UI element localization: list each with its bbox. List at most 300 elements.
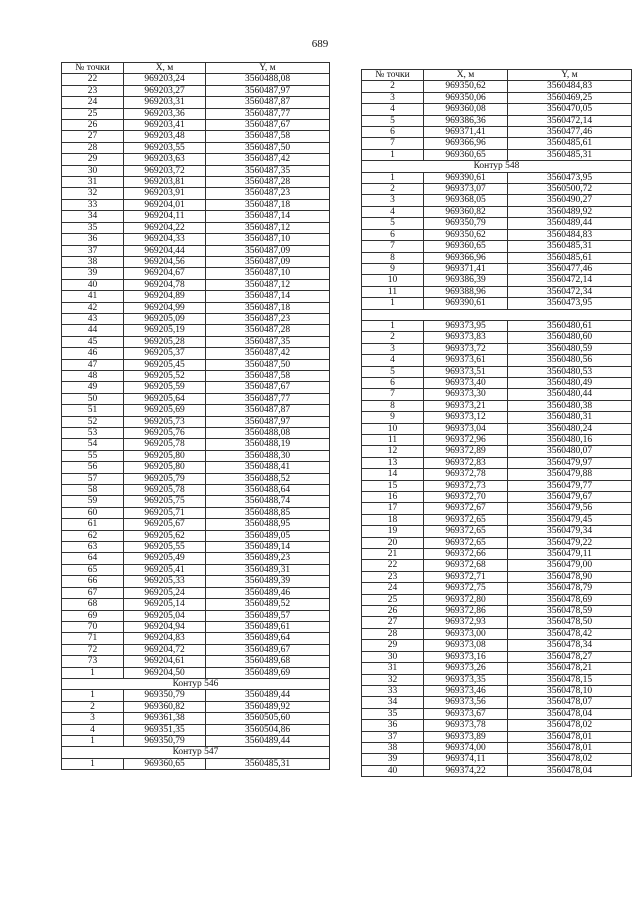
point-number-cell: 30 [362, 651, 424, 662]
y-coordinate-cell: 3560478,21 [508, 663, 632, 674]
x-coordinate-cell: 969203,48 [124, 131, 206, 142]
point-number-cell: 17 [362, 503, 424, 514]
y-coordinate-cell: 3560489,52 [206, 599, 330, 610]
point-number-cell: 56 [62, 462, 124, 473]
point-number-cell: 19 [362, 526, 424, 537]
y-coordinate-cell: 3560479,11 [508, 549, 632, 560]
y-coordinate-cell: 3560478,10 [508, 685, 632, 696]
x-coordinate-cell: 969373,95 [424, 320, 508, 331]
y-coordinate-cell: 3560487,28 [206, 177, 330, 188]
table-row [62, 336, 330, 347]
y-coordinate-cell: 3560479,22 [508, 537, 632, 548]
table-row [362, 731, 632, 742]
y-coordinate-cell: 3560472,14 [508, 275, 632, 286]
y-coordinate-cell: 3560480,61 [508, 320, 632, 331]
point-number-cell: 31 [362, 663, 424, 674]
point-number-cell: 6 [362, 229, 424, 240]
table-row [362, 526, 632, 537]
table-row [362, 628, 632, 639]
y-coordinate-cell: 3560480,49 [508, 377, 632, 388]
y-coordinate-cell: 3560504,86 [206, 724, 330, 735]
point-number-cell: 3 [362, 92, 424, 103]
x-coordinate-cell: 969373,67 [424, 708, 508, 719]
point-number-cell: 1 [62, 735, 124, 746]
point-number-cell: 37 [62, 245, 124, 256]
y-coordinate-cell: 3560480,24 [508, 423, 632, 434]
contour-title: Контур 547 [62, 747, 330, 758]
y-coordinate-cell: 3560478,15 [508, 674, 632, 685]
y-coordinate-cell: 3560478,90 [508, 571, 632, 582]
table-row [62, 97, 330, 108]
table-row [362, 594, 632, 605]
table-row [62, 245, 330, 256]
y-coordinate-cell: 3560487,18 [206, 302, 330, 313]
table-row [62, 564, 330, 575]
y-coordinate-cell: 3560478,07 [508, 697, 632, 708]
table-row [62, 268, 330, 279]
x-coordinate-cell: 969204,11 [124, 211, 206, 222]
table-row [362, 366, 632, 377]
table-row [62, 256, 330, 267]
table-row [62, 610, 330, 621]
y-coordinate-cell: 3560473,95 [508, 298, 632, 309]
point-number-cell: 33 [62, 199, 124, 210]
x-coordinate-cell: 969373,00 [424, 628, 508, 639]
y-coordinate-cell: 3560489,69 [206, 667, 330, 678]
table-row [62, 108, 330, 119]
point-number-cell: 2 [362, 332, 424, 343]
y-coordinate-cell: 3560479,97 [508, 457, 632, 468]
x-coordinate-cell: 969373,04 [424, 423, 508, 434]
y-coordinate-cell: 3560479,67 [508, 492, 632, 503]
y-coordinate-cell: 3560478,69 [508, 594, 632, 605]
point-number-cell: 70 [62, 621, 124, 632]
point-number-cell: 15 [362, 480, 424, 491]
y-coordinate-cell: 3560477,46 [508, 263, 632, 274]
y-coordinate-cell: 3560469,25 [508, 92, 632, 103]
table-row [362, 172, 632, 183]
point-number-cell: 6 [362, 127, 424, 138]
point-number-cell: 33 [362, 685, 424, 696]
table-header-row [362, 70, 632, 81]
x-coordinate-cell: 969203,63 [124, 154, 206, 165]
point-number-cell: 22 [62, 74, 124, 85]
y-coordinate-cell: 3560479,56 [508, 503, 632, 514]
table-row [362, 469, 632, 480]
point-number-cell: 34 [62, 211, 124, 222]
y-coordinate-cell: 3560472,34 [508, 286, 632, 297]
table-row [62, 633, 330, 644]
y-coordinate-cell: 3560484,83 [508, 81, 632, 92]
x-coordinate-cell: 969386,36 [424, 115, 508, 126]
point-number-cell: 7 [362, 389, 424, 400]
y-coordinate-cell: 3560478,01 [508, 742, 632, 753]
contour-title-row [62, 678, 330, 689]
coordinates-table-left [61, 62, 330, 770]
y-coordinate-cell: 3560479,34 [508, 526, 632, 537]
y-coordinate-cell: 3560489,92 [206, 701, 330, 712]
x-coordinate-cell: 969372,86 [424, 606, 508, 617]
point-number-cell: 5 [362, 366, 424, 377]
point-number-cell: 58 [62, 485, 124, 496]
point-number-cell: 1 [362, 298, 424, 309]
y-coordinate-cell: 3560477,46 [508, 127, 632, 138]
y-coordinate-cell: 3560485,61 [508, 138, 632, 149]
x-coordinate-cell: 969203,91 [124, 188, 206, 199]
contour-title-row [362, 309, 632, 320]
y-coordinate-cell: 3560489,64 [206, 633, 330, 644]
table-row [362, 81, 632, 92]
y-coordinate-cell: 3560489,46 [206, 587, 330, 598]
x-coordinate-cell: 969360,65 [424, 149, 508, 160]
y-coordinate-cell: 3560487,58 [206, 370, 330, 381]
table-header-row [62, 63, 330, 74]
x-coordinate-cell: 969204,83 [124, 633, 206, 644]
table-row [362, 184, 632, 195]
y-coordinate-cell: 3560480,07 [508, 446, 632, 457]
y-coordinate-cell: 3560480,44 [508, 389, 632, 400]
x-coordinate-cell: 969205,04 [124, 610, 206, 621]
point-number-cell: 43 [62, 313, 124, 324]
table-row [62, 359, 330, 370]
point-number-cell: 38 [62, 256, 124, 267]
y-coordinate-cell: 3560488,08 [206, 428, 330, 439]
x-coordinate-cell: 969361,38 [124, 713, 206, 724]
x-coordinate-cell: 969373,72 [424, 343, 508, 354]
point-number-cell: 52 [62, 416, 124, 427]
table-row [62, 313, 330, 324]
y-coordinate-cell: 3560487,58 [206, 131, 330, 142]
table-row [62, 439, 330, 450]
x-coordinate-cell: 969203,55 [124, 142, 206, 153]
point-number-cell: 38 [362, 742, 424, 753]
table-row [362, 241, 632, 252]
x-coordinate-cell: 969360,65 [124, 758, 206, 769]
table-row [362, 252, 632, 263]
table-row [362, 492, 632, 503]
table-row [62, 154, 330, 165]
table-row [62, 450, 330, 461]
point-number-cell: 7 [362, 138, 424, 149]
y-coordinate-cell: 3560472,14 [508, 115, 632, 126]
x-coordinate-cell: 969350,62 [424, 229, 508, 240]
point-number-cell: 54 [62, 439, 124, 450]
x-coordinate-cell: 969373,40 [424, 377, 508, 388]
x-coordinate-cell: 969205,78 [124, 485, 206, 496]
x-coordinate-cell: 969372,78 [424, 469, 508, 480]
table-row [62, 234, 330, 245]
y-coordinate-cell: 3560479,00 [508, 560, 632, 571]
header-x: X, м [424, 70, 508, 81]
point-number-cell: 40 [362, 765, 424, 776]
x-coordinate-cell: 969205,80 [124, 462, 206, 473]
x-coordinate-cell: 969372,73 [424, 480, 508, 491]
point-number-cell: 2 [362, 81, 424, 92]
table-row [362, 765, 632, 776]
table-row [362, 332, 632, 343]
x-coordinate-cell: 969205,59 [124, 382, 206, 393]
x-coordinate-cell: 969360,82 [124, 701, 206, 712]
x-coordinate-cell: 969371,41 [424, 127, 508, 138]
x-coordinate-cell: 969203,41 [124, 120, 206, 131]
x-coordinate-cell: 969205,76 [124, 428, 206, 439]
point-number-cell: 28 [362, 628, 424, 639]
y-coordinate-cell: 3560489,05 [206, 530, 330, 541]
table-row [62, 587, 330, 598]
x-coordinate-cell: 969360,65 [424, 241, 508, 252]
table-row [62, 428, 330, 439]
table-row [362, 685, 632, 696]
table-row [62, 735, 330, 746]
x-coordinate-cell: 969373,08 [424, 640, 508, 651]
x-coordinate-cell: 969205,79 [124, 473, 206, 484]
table-row [362, 355, 632, 366]
point-number-cell: 3 [362, 343, 424, 354]
point-number-cell: 6 [362, 377, 424, 388]
x-coordinate-cell: 969386,39 [424, 275, 508, 286]
point-number-cell: 3 [62, 713, 124, 724]
point-number-cell: 29 [62, 154, 124, 165]
x-coordinate-cell: 969372,96 [424, 434, 508, 445]
table-row [362, 263, 632, 274]
y-coordinate-cell: 3560480,31 [508, 412, 632, 423]
x-coordinate-cell: 969203,81 [124, 177, 206, 188]
point-number-cell: 4 [62, 724, 124, 735]
x-coordinate-cell: 969204,33 [124, 234, 206, 245]
y-coordinate-cell: 3560489,23 [206, 553, 330, 564]
point-number-cell: 1 [362, 320, 424, 331]
x-coordinate-cell: 969203,27 [124, 85, 206, 96]
point-number-cell: 35 [62, 222, 124, 233]
y-coordinate-cell: 3560487,23 [206, 188, 330, 199]
point-number-cell: 37 [362, 731, 424, 742]
x-coordinate-cell: 969203,24 [124, 74, 206, 85]
x-coordinate-cell: 969372,67 [424, 503, 508, 514]
y-coordinate-cell: 3560489,14 [206, 542, 330, 553]
table-row [62, 473, 330, 484]
y-coordinate-cell: 3560485,31 [206, 758, 330, 769]
x-coordinate-cell: 969350,79 [124, 735, 206, 746]
table-row [62, 177, 330, 188]
x-coordinate-cell: 969204,78 [124, 279, 206, 290]
y-coordinate-cell: 3560487,23 [206, 313, 330, 324]
x-coordinate-cell: 969373,83 [424, 332, 508, 343]
point-number-cell: 23 [62, 85, 124, 96]
x-coordinate-cell: 969203,31 [124, 97, 206, 108]
table-row [62, 405, 330, 416]
point-number-cell: 69 [62, 610, 124, 621]
y-coordinate-cell: 3560487,67 [206, 382, 330, 393]
point-number-cell: 27 [62, 131, 124, 142]
header-point-number: № точки [62, 63, 124, 74]
point-number-cell: 39 [62, 268, 124, 279]
point-number-cell: 63 [62, 542, 124, 553]
table-row [362, 206, 632, 217]
point-number-cell: 11 [362, 286, 424, 297]
y-coordinate-cell: 3560488,30 [206, 450, 330, 461]
table-row [362, 400, 632, 411]
x-coordinate-cell: 969205,45 [124, 359, 206, 370]
x-coordinate-cell: 969372,68 [424, 560, 508, 571]
point-number-cell: 65 [62, 564, 124, 575]
y-coordinate-cell: 3560487,12 [206, 279, 330, 290]
y-coordinate-cell: 3560487,14 [206, 291, 330, 302]
y-coordinate-cell: 3560489,61 [206, 621, 330, 632]
point-number-cell: 21 [362, 549, 424, 560]
y-coordinate-cell: 3560478,04 [508, 708, 632, 719]
table-row [362, 138, 632, 149]
y-coordinate-cell: 3560489,44 [206, 735, 330, 746]
x-coordinate-cell: 969373,35 [424, 674, 508, 685]
table-row [362, 571, 632, 582]
point-number-cell: 46 [62, 348, 124, 359]
x-coordinate-cell: 969205,67 [124, 519, 206, 530]
y-coordinate-cell: 3560480,16 [508, 434, 632, 445]
table-row [362, 286, 632, 297]
x-coordinate-cell: 969205,71 [124, 507, 206, 518]
point-number-cell: 2 [362, 184, 424, 195]
contour-title-row [62, 747, 330, 758]
header-y: Y, м [206, 63, 330, 74]
x-coordinate-cell: 969204,67 [124, 268, 206, 279]
y-coordinate-cell: 3560487,09 [206, 245, 330, 256]
point-number-cell: 55 [62, 450, 124, 461]
table-row [362, 275, 632, 286]
x-coordinate-cell: 969204,89 [124, 291, 206, 302]
table-row [62, 188, 330, 199]
x-coordinate-cell: 969372,89 [424, 446, 508, 457]
point-number-cell: 67 [62, 587, 124, 598]
point-number-cell: 48 [62, 370, 124, 381]
table-row [62, 690, 330, 701]
table-row [62, 74, 330, 85]
y-coordinate-cell: 3560480,59 [508, 343, 632, 354]
point-number-cell: 39 [362, 754, 424, 765]
table-row [362, 514, 632, 525]
y-coordinate-cell: 3560485,31 [508, 149, 632, 160]
header-y: Y, м [508, 70, 632, 81]
y-coordinate-cell: 3560487,87 [206, 97, 330, 108]
coordinates-table-right [361, 69, 632, 777]
point-number-cell: 66 [62, 576, 124, 587]
y-coordinate-cell: 3560478,50 [508, 617, 632, 628]
header-point-number: № точки [362, 70, 424, 81]
x-coordinate-cell: 969372,71 [424, 571, 508, 582]
y-coordinate-cell: 3560478,34 [508, 640, 632, 651]
y-coordinate-cell: 3560487,12 [206, 222, 330, 233]
x-coordinate-cell: 969372,93 [424, 617, 508, 628]
point-number-cell: 40 [62, 279, 124, 290]
table-row [362, 195, 632, 206]
table-row [362, 343, 632, 354]
point-number-cell: 34 [362, 697, 424, 708]
point-number-cell: 72 [62, 644, 124, 655]
point-number-cell: 71 [62, 633, 124, 644]
x-coordinate-cell: 969373,26 [424, 663, 508, 674]
point-number-cell: 16 [362, 492, 424, 503]
point-number-cell: 41 [62, 291, 124, 302]
x-coordinate-cell: 969204,01 [124, 199, 206, 210]
y-coordinate-cell: 3560487,18 [206, 199, 330, 210]
table-row [362, 298, 632, 309]
y-coordinate-cell: 3560489,57 [206, 610, 330, 621]
x-coordinate-cell: 969350,62 [424, 81, 508, 92]
y-coordinate-cell: 3560488,19 [206, 439, 330, 450]
y-coordinate-cell: 3560487,77 [206, 393, 330, 404]
y-coordinate-cell: 3560480,38 [508, 400, 632, 411]
y-coordinate-cell: 3560488,85 [206, 507, 330, 518]
table-row [362, 720, 632, 731]
point-number-cell: 61 [62, 519, 124, 530]
y-coordinate-cell: 3560490,27 [508, 195, 632, 206]
table-row [362, 229, 632, 240]
y-coordinate-cell: 3560478,59 [508, 606, 632, 617]
point-number-cell: 1 [62, 667, 124, 678]
point-number-cell: 57 [62, 473, 124, 484]
y-coordinate-cell: 3560484,83 [508, 229, 632, 240]
y-coordinate-cell: 3560487,42 [206, 348, 330, 359]
table-row [62, 553, 330, 564]
x-coordinate-cell: 969204,44 [124, 245, 206, 256]
x-coordinate-cell: 969372,70 [424, 492, 508, 503]
table-row [362, 674, 632, 685]
table-row [62, 599, 330, 610]
y-coordinate-cell: 3560478,02 [508, 754, 632, 765]
point-number-cell: 45 [62, 336, 124, 347]
x-coordinate-cell: 969372,66 [424, 549, 508, 560]
x-coordinate-cell: 969350,06 [424, 92, 508, 103]
table-row [362, 754, 632, 765]
y-coordinate-cell: 3560487,50 [206, 142, 330, 153]
y-coordinate-cell: 3560487,67 [206, 120, 330, 131]
y-coordinate-cell: 3560500,72 [508, 184, 632, 195]
table-row [62, 199, 330, 210]
point-number-cell: 26 [62, 120, 124, 131]
table-row [362, 480, 632, 491]
y-coordinate-cell: 3560487,10 [206, 268, 330, 279]
table-row [362, 663, 632, 674]
y-coordinate-cell: 3560487,87 [206, 405, 330, 416]
point-number-cell: 24 [362, 583, 424, 594]
point-number-cell: 64 [62, 553, 124, 564]
x-coordinate-cell: 969205,80 [124, 450, 206, 461]
table-row [62, 462, 330, 473]
y-coordinate-cell: 3560487,35 [206, 165, 330, 176]
y-coordinate-cell: 3560487,97 [206, 85, 330, 96]
point-number-cell: 12 [362, 446, 424, 457]
y-coordinate-cell: 3560489,39 [206, 576, 330, 587]
table-row [62, 85, 330, 96]
table-row [362, 127, 632, 138]
point-number-cell: 29 [362, 640, 424, 651]
table-row [362, 423, 632, 434]
y-coordinate-cell: 3560478,27 [508, 651, 632, 662]
point-number-cell: 22 [362, 560, 424, 571]
table-row [362, 606, 632, 617]
x-coordinate-cell: 969388,96 [424, 286, 508, 297]
y-coordinate-cell: 3560480,60 [508, 332, 632, 343]
x-coordinate-cell: 969204,61 [124, 656, 206, 667]
point-number-cell: 4 [362, 104, 424, 115]
point-number-cell: 5 [362, 115, 424, 126]
contour-title: Контур 548 [362, 161, 632, 172]
point-number-cell: 31 [62, 177, 124, 188]
point-number-cell: 1 [362, 172, 424, 183]
point-number-cell: 62 [62, 530, 124, 541]
x-coordinate-cell: 969373,30 [424, 389, 508, 400]
table-row [62, 496, 330, 507]
point-number-cell: 3 [362, 195, 424, 206]
